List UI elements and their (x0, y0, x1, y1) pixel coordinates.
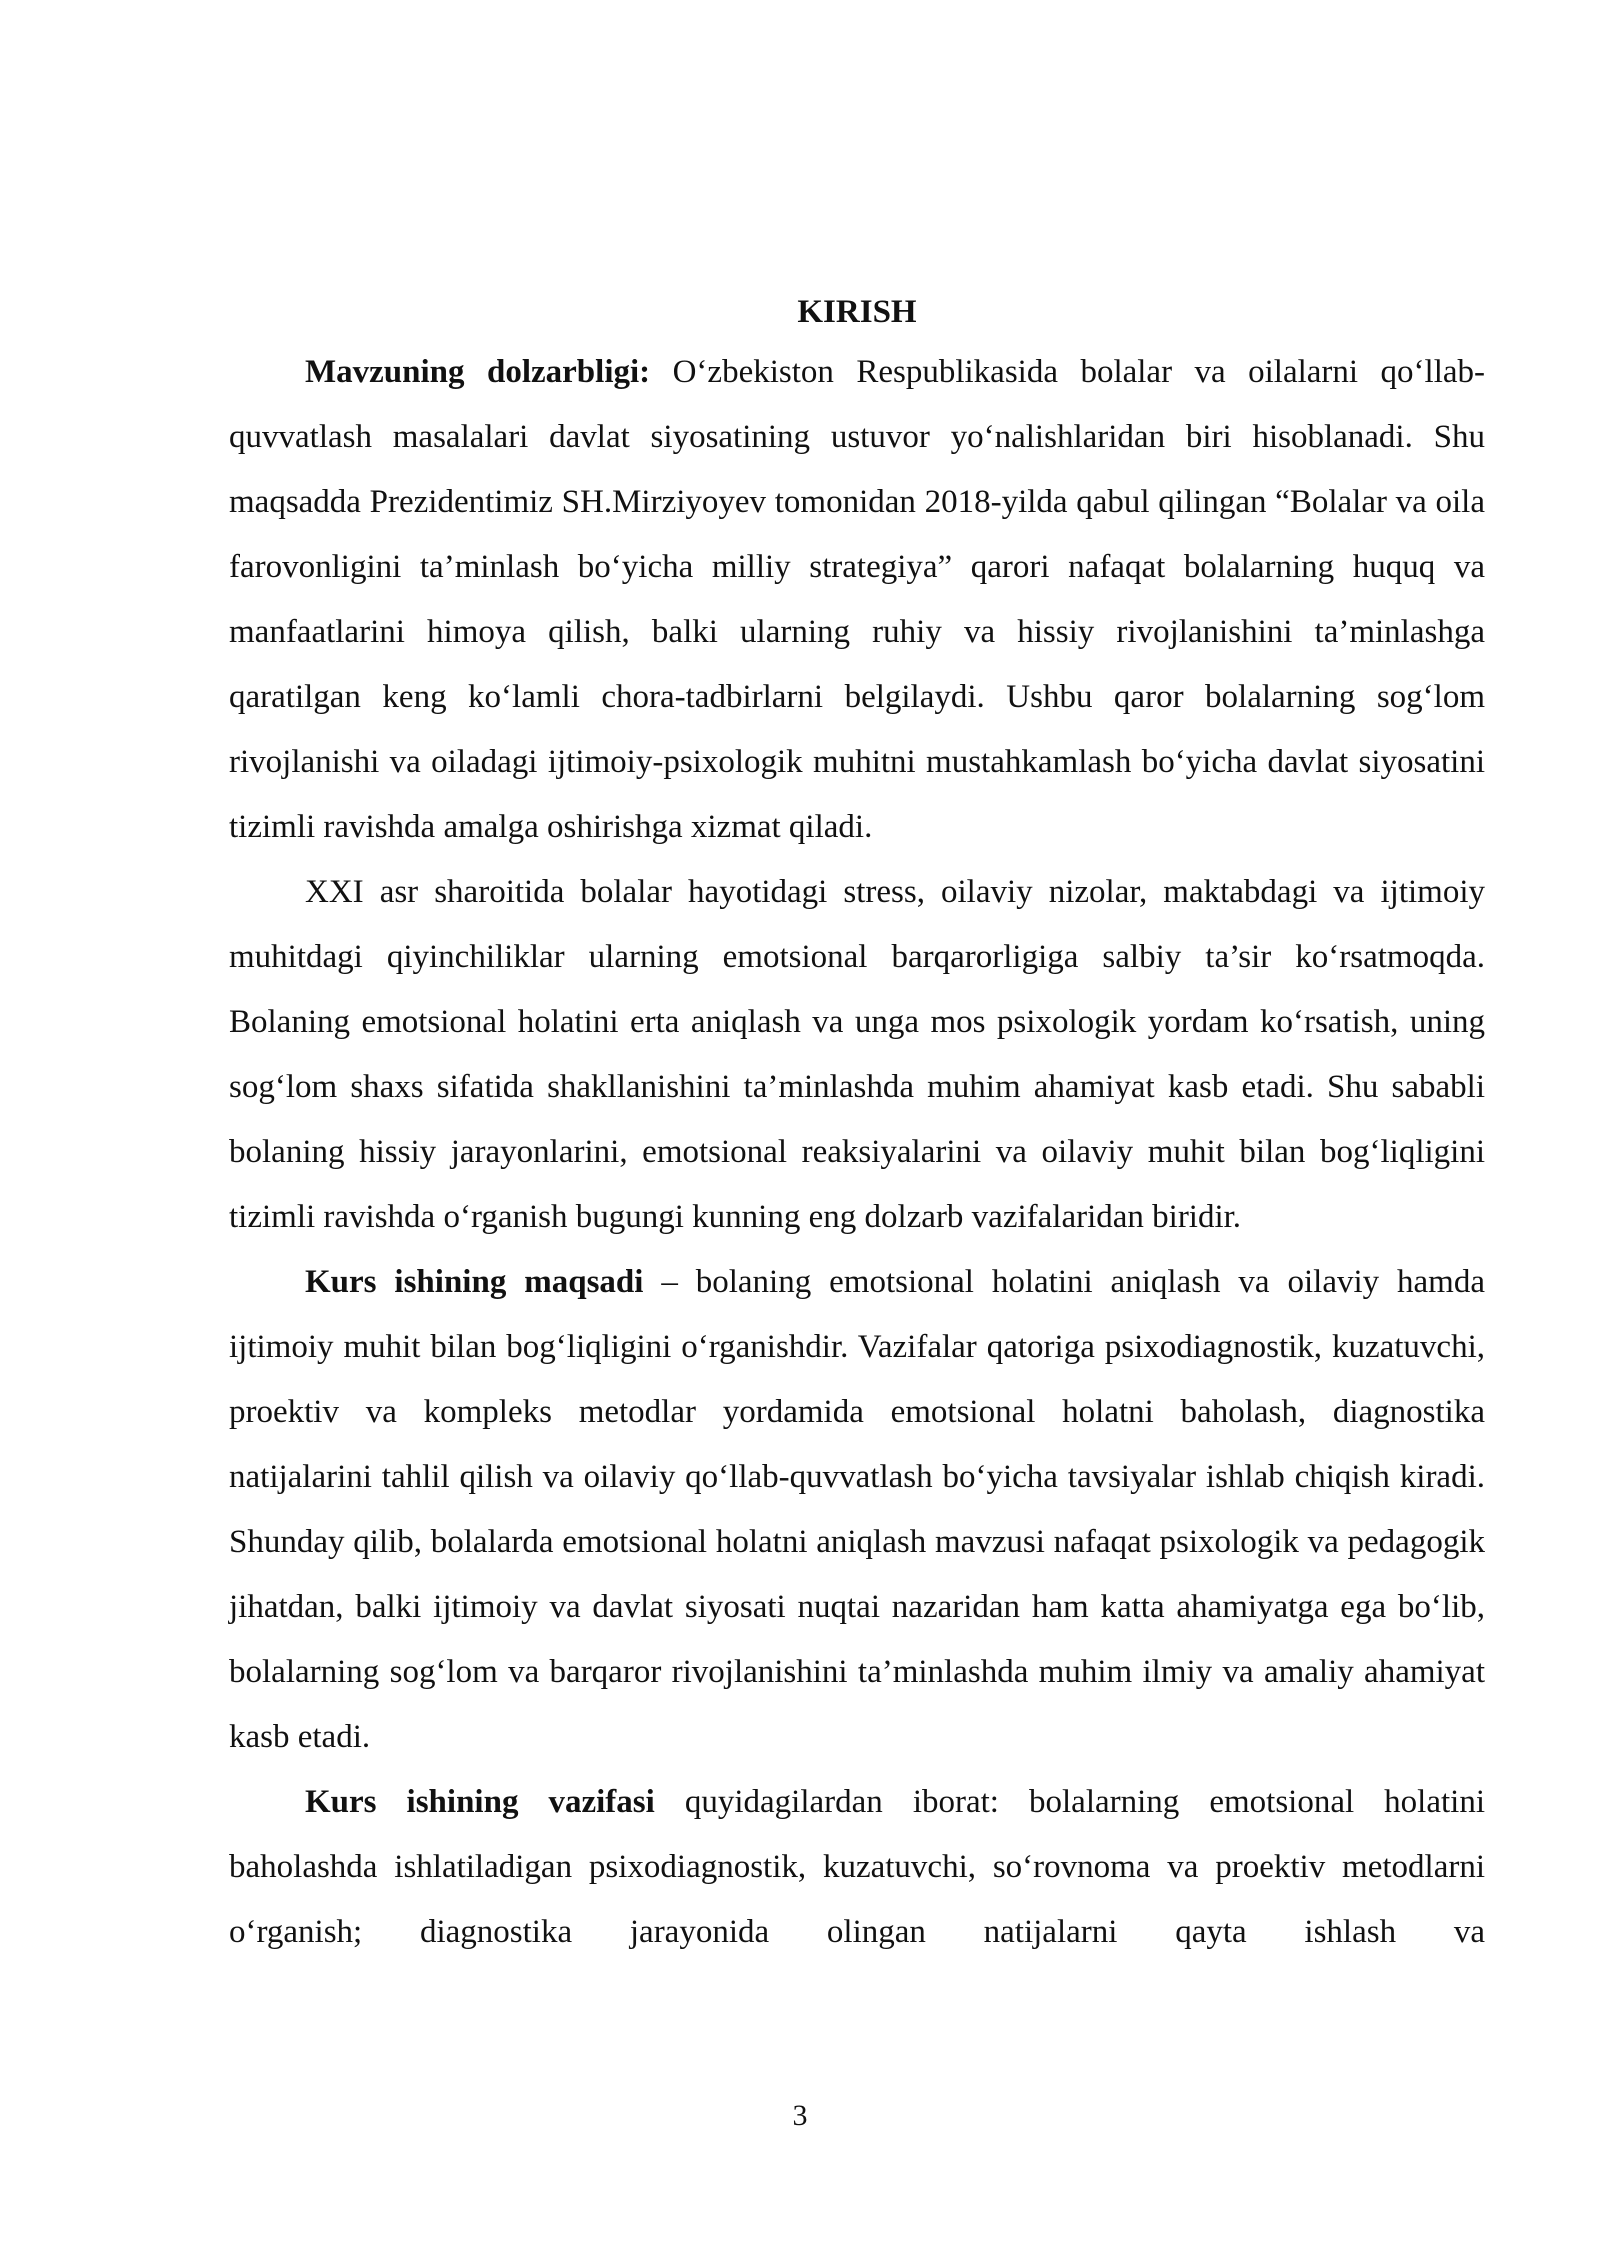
paragraph-text: O‘zbekiston Respublikasida bolalar va oilalarni qo‘llab-quvvatlash masalalari davlat siyosatining ustuvor yo‘nalishlaridan biri hisoblanadi. Shu maqsadda Prezidentimiz SH.Mirziyoyev tomonidan 2018-yilda qabul qilingan “Bolalar va oila farovonligini ta’minlash bo‘yicha milliy strategiya” qarori nafaqat bolalarning huquq va manfaatlarini himoya qilish, balki ularning ruhiy va hissiy rivojlanishini ta’minlashga qaratilgan keng ko‘lamli chora-tadbirlarni belgilaydi. Ushbu qaror bolalarning sog‘lom rivojlanishi va oiladagi ijtimoiy-psixologik muhitni mustahkamlash bo‘yicha davlat siyosatini tizimli ravishda amalga oshirishga xizmat qiladi. (229, 354, 1485, 845)
paragraph-text: – bolaning emotsional holatini aniqlash va oilaviy hamda ijtimoiy muhit bilan bog‘liqligini o‘rganishdir. Vazifalar qatoriga psixodiagnostik, kuzatuvchi, proektiv va kompleks metodlar yordamida emotsional holatni baholash, diagnostika natijalarini tahlil qilish va oilaviy qo‘llab-quvvatlash bo‘yicha tavsiyalar ishlab chiqish kiradi. Shunday qilib, bolalarda emotsional holatni aniqlash mavzusi nafaqat psixologik va pedagogik jihatdan, balki ijtimoiy va davlat siyosati nuqtai nazaridan ham katta ahamiyatga ega bo‘lib, bolalarning sog‘lom va barqaror rivojlanishini ta’minlashda muhim ilmiy va amaliy ahamiyat kasb etadi. (229, 1264, 1485, 1755)
paragraph-relevance (229, 340, 1485, 860)
paragraph-context (229, 860, 1485, 1250)
paragraph-lead: Mavzuning dolzarbligi: (305, 354, 651, 390)
section-heading: KIRISH (797, 294, 917, 330)
paragraph-goal (229, 1250, 1485, 1770)
page-number: 3 (792, 2099, 808, 2132)
paragraph-tasks (229, 1770, 1485, 1965)
paragraph-text: quyidagilardan iborat: bolalarning emotsional holatini baholashda ishlatiladigan psixodiagnostik, kuzatuvchi, so‘rovnoma va proektiv metodlarni o‘rganish; diagnostika jarayonida olingan natijalarni qayta ishlash va (229, 1784, 1485, 1950)
paragraph-text: XXI asr sharoitida bolalar hayotidagi stress, oilaviy nizolar, maktabdagi va ijtimoiy muhitdagi qiyinchiliklar ularning emotsional barqarorligiga salbiy ta’sir ko‘rsatmoqda. Bolaning emotsional holatini erta aniqlash va unga mos psixologik yordam ko‘rsatish, uning sog‘lom shaxs sifatida shakllanishini ta’minlashda muhim ahamiyat kasb etadi. Shu sababli bolaning hissiy jarayonlarini, emotsional reaksiyalarini va oilaviy muhit bilan bog‘liqligini tizimli ravishda o‘rganish bugungi kunning eng dolzarb vazifalaridan biridir. (229, 874, 1485, 1235)
page-content (229, 284, 1485, 1965)
paragraph-lead: Kurs ishining maqsadi (305, 1264, 644, 1300)
paragraph-lead: Kurs ishining vazifasi (305, 1784, 655, 1820)
